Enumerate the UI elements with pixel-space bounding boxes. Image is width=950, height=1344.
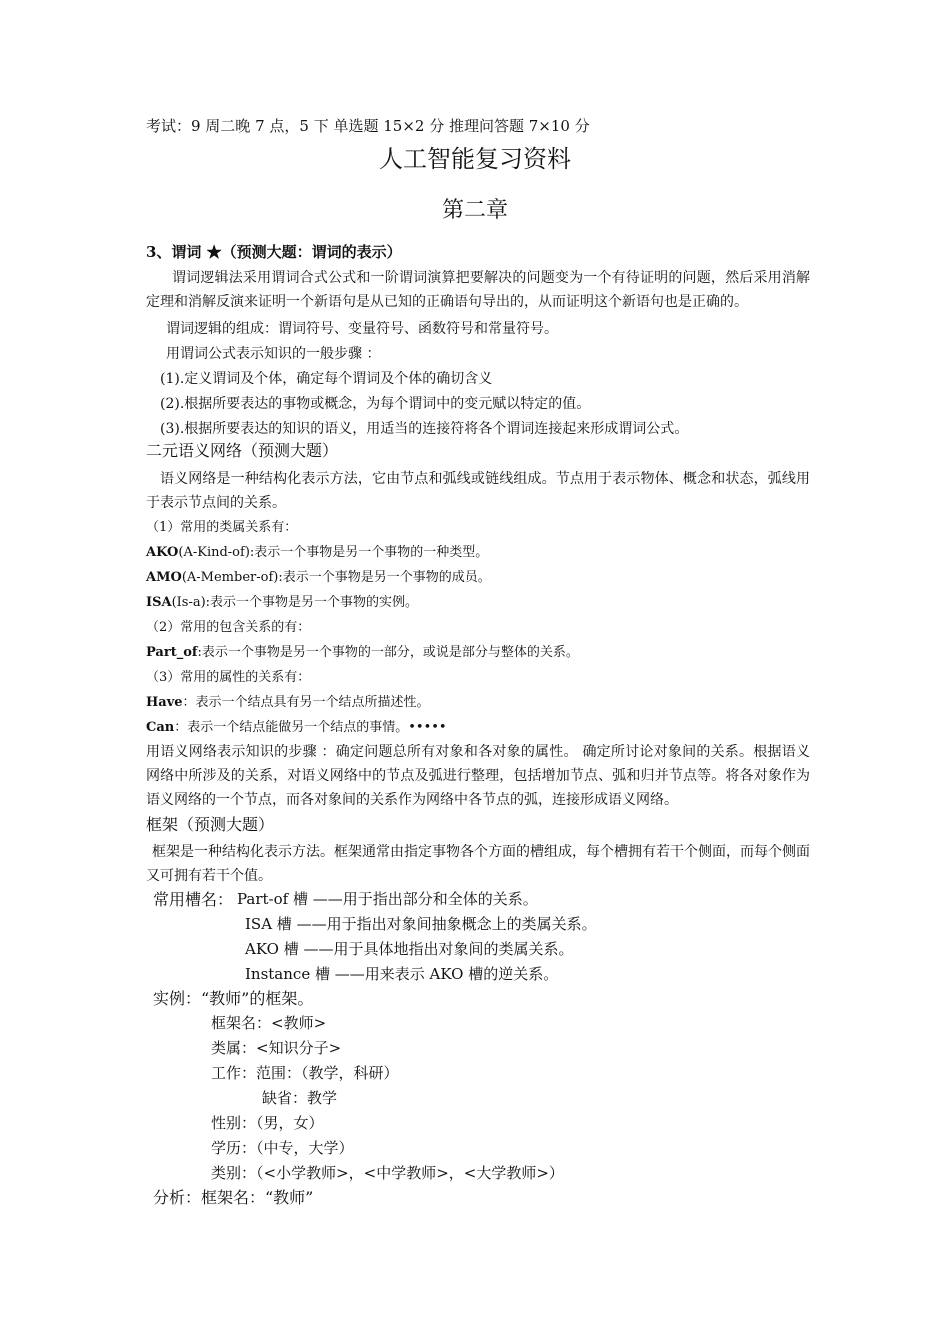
isa-line: ISA(Is-a):表示一个事物是另一个事物的实例。 bbox=[146, 595, 419, 610]
frame-slots-label: 常用槽名： bbox=[153, 890, 234, 909]
semantic-group-2: （2）常用的包含关系的有： bbox=[146, 620, 311, 635]
frame-row-name: 框架名：<教师> bbox=[211, 1014, 327, 1032]
semantic-heading: 二元语义网络（预测大题） bbox=[146, 441, 339, 460]
semantic-paragraph: 语义网络是一种结构化表示方法，它由节点和弧线或链线组成。节点用于表示物体、概念和状态，弧线用于表示节点间的关系。 bbox=[146, 471, 810, 511]
frame-row-gender: 性别：（男，女） bbox=[211, 1114, 324, 1132]
predicate-step-3: (3).根据所要表达的知识的语义，用适当的连接符将各个谓词连接起来形成谓词公式。 bbox=[160, 421, 689, 437]
frame-row-category: 类别：（<小学教师>，<中学教师>，<大学教师>） bbox=[211, 1164, 564, 1182]
predicate-step-1: (1).定义谓词及个体，确定每个谓词及个体的确切含义 bbox=[160, 371, 493, 387]
exam-info: 考试：9 周二晚 7 点，5 下 单选题 15×2 分 推理问答题 7×10 分 bbox=[146, 117, 590, 135]
frame-row-work: 工作：范围：（教学，科研） bbox=[211, 1064, 399, 1082]
frame-slot-3: AKO 槽 ——用于具体地指出对象间的类属关系。 bbox=[245, 940, 574, 958]
semantic-steps-paragraph: 用语义网络表示知识的步骤 ：确定问题总所有对象和各对象的属性。 确定所讨论对象间的关系。根据语义网络中所涉及的关系，对语义网络中的节点及弧进行整理，包括增加节点、弧和归并节点等。将各对象作为语义网络的一个节点，而各对象间的关系作为网络中各节点的弧，连接形成语义网络。 bbox=[146, 744, 810, 808]
frame-row-class: 类属：<知识分子> bbox=[211, 1039, 342, 1057]
frame-row-default: 缺省：教学 bbox=[262, 1089, 338, 1107]
predicate-step-2: (2).根据所要表达的事物或概念，为每个谓词中的变元赋以特定的值。 bbox=[160, 396, 591, 412]
chapter-title: 第二章 bbox=[441, 198, 508, 223]
semantic-group-1: （1）常用的类属关系有： bbox=[146, 520, 298, 535]
part-of-line: Part_of:表示一个事物是另一个事物的一部分，或说是部分与整体的关系。 bbox=[146, 645, 579, 660]
predicate-steps-intro: 用谓词公式表示知识的一般步骤 ： bbox=[166, 346, 381, 362]
page-title: 人工智能复习资料 bbox=[379, 145, 571, 173]
frame-row-education: 学历：（中专，大学） bbox=[211, 1139, 354, 1157]
predicate-paragraph: 谓词逻辑法采用谓词合式公式和一阶谓词演算把要解决的问题变为一个有待证明的问题，然后采用消解定理和消解反演来证明一个新语句是从已知的正确语句导出的，从而证明这个新语句也是正确的。 bbox=[146, 270, 810, 310]
frame-slot-4: Instance 槽 ——用来表示 AKO 槽的逆关系。 bbox=[245, 965, 559, 983]
frame-analysis: 分析：框架名：“教师” bbox=[153, 1188, 314, 1207]
amo-line: AMO(A-Member-of):表示一个事物是另一个事物的成员。 bbox=[146, 570, 491, 585]
frame-slot-2: ISA 槽 ——用于指出对象间抽象概念上的类属关系。 bbox=[245, 915, 597, 933]
frame-paragraph: 框架是一种结构化表示方法。框架通常由指定事物各个方面的槽组成，每个槽拥有若干个侧面，而每个侧面又可拥有若干个值。 bbox=[146, 844, 810, 884]
predicate-heading: 3、谓词 ★（预测大题：谓词的表示） bbox=[146, 243, 402, 261]
have-line: Have：表示一个结点具有另一个结点所描述性。 bbox=[146, 695, 430, 710]
frame-heading: 框架（预测大题） bbox=[146, 815, 275, 834]
semantic-group-3: （3）常用的属性的关系有： bbox=[146, 670, 311, 685]
ako-line: AKO(A-Kind-of):表示一个事物是另一个事物的一种类型。 bbox=[146, 545, 489, 560]
can-line: Can：表示一个结点能做另一个结点的事情。••••• bbox=[146, 720, 447, 735]
frame-example: 实例：“教师”的框架。 bbox=[153, 989, 314, 1008]
frame-slot-1: Part-of 槽 ——用于指出部分和全体的关系。 bbox=[237, 890, 538, 908]
predicate-components: 谓词逻辑的组成：谓词符号、变量符号、函数符号和常量符号。 bbox=[166, 321, 558, 337]
